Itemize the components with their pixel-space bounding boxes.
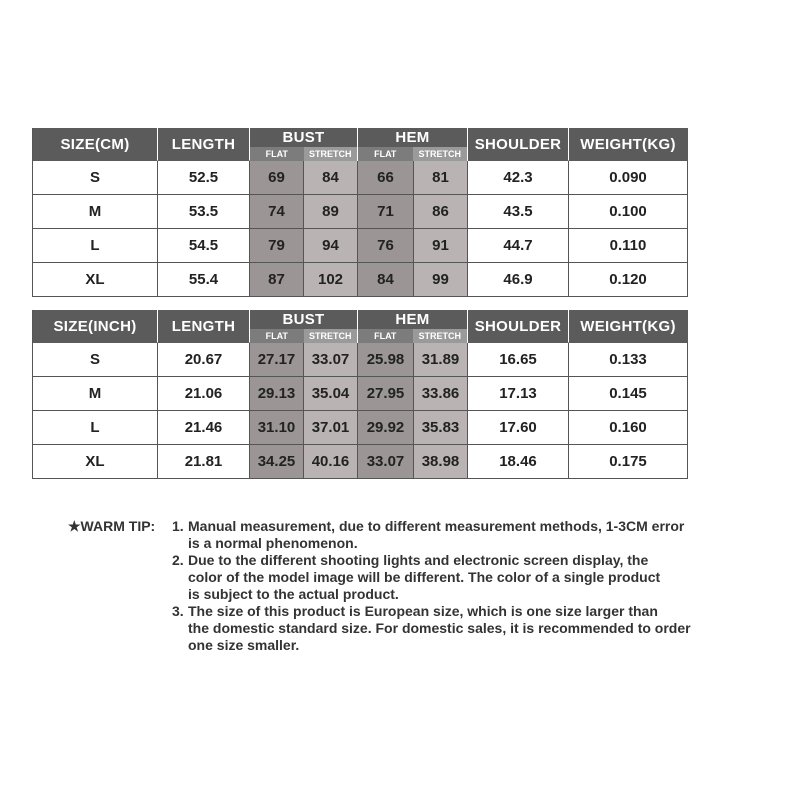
warm-tip-number: [172, 637, 188, 654]
header-weight: WEIGHT(KG): [569, 310, 688, 343]
warm-tip-line: [172, 569, 772, 586]
cell-bust-flat: 34.25: [250, 445, 304, 479]
cell-bust-stretch: 33.07: [304, 343, 358, 377]
cell-bust-stretch: 40.16: [304, 445, 358, 479]
header-bust-label: BUST: [282, 129, 325, 146]
header-hem-flat: FLAT: [358, 147, 413, 161]
warm-tip-number: [172, 535, 188, 552]
cell-bust-flat: 69: [250, 161, 304, 195]
cell-length: 21.06: [158, 377, 250, 411]
header-hem-stretch: STRETCH: [413, 329, 468, 343]
warm-tip-line: [172, 586, 772, 603]
header-bust-flat: FLAT: [250, 329, 304, 343]
header-hem: [358, 310, 468, 343]
header-weight: WEIGHT(KG): [569, 128, 688, 161]
cell-bust-stretch: 102: [304, 263, 358, 297]
cell-bust-stretch: 94: [304, 229, 358, 263]
cell-weight: 0.160: [569, 411, 688, 445]
cell-size: M: [32, 195, 158, 229]
warm-tip-text: is subject to the actual product.: [188, 586, 399, 602]
cell-length: 21.81: [158, 445, 250, 479]
warm-tip-text: one size smaller.: [188, 637, 300, 653]
cell-size: XL: [32, 263, 158, 297]
warm-tip-line: [172, 518, 772, 535]
cell-bust-stretch: 89: [304, 195, 358, 229]
warm-tip-number: [172, 620, 188, 637]
size-table-cm: [32, 128, 688, 297]
cell-bust-flat: 31.10: [250, 411, 304, 445]
warm-tip-number: 1.: [172, 518, 184, 534]
cell-hem-flat: 66: [358, 161, 414, 195]
warm-tip-number: 3.: [172, 603, 184, 619]
cell-bust-stretch: 37.01: [304, 411, 358, 445]
warm-tip-text: the domestic standard size. For domestic sales, it is recommended to order: [188, 620, 691, 636]
cell-bust-stretch: 35.04: [304, 377, 358, 411]
warm-tip-line: [172, 637, 772, 654]
cell-length: 55.4: [158, 263, 250, 297]
cell-length: 21.46: [158, 411, 250, 445]
cell-length: 54.5: [158, 229, 250, 263]
cell-weight: 0.175: [569, 445, 688, 479]
cell-length: 53.5: [158, 195, 250, 229]
cell-weight: 0.133: [569, 343, 688, 377]
cell-size: S: [32, 161, 158, 195]
cell-size: L: [32, 411, 158, 445]
cell-hem-flat: 27.95: [358, 377, 414, 411]
cell-shoulder: 44.7: [468, 229, 569, 263]
cell-hem-flat: 84: [358, 263, 414, 297]
header-bust: [250, 128, 358, 161]
header-length: LENGTH: [158, 310, 250, 343]
cell-hem-stretch: 38.98: [414, 445, 468, 479]
cell-hem-flat: 76: [358, 229, 414, 263]
warm-tip-number: [172, 586, 188, 603]
header-size: SIZE(INCH): [32, 310, 158, 343]
cell-bust-flat: 79: [250, 229, 304, 263]
cell-weight: 0.100: [569, 195, 688, 229]
cell-length: 20.67: [158, 343, 250, 377]
header-hem-label: HEM: [395, 311, 430, 328]
cell-weight: 0.145: [569, 377, 688, 411]
header-hem-flat: FLAT: [358, 329, 413, 343]
cell-size: L: [32, 229, 158, 263]
cell-hem-stretch: 81: [414, 161, 468, 195]
cell-shoulder: 16.65: [468, 343, 569, 377]
cell-weight: 0.090: [569, 161, 688, 195]
header-hem: [358, 128, 468, 161]
cell-hem-stretch: 35.83: [414, 411, 468, 445]
header-size: SIZE(CM): [32, 128, 158, 161]
cell-bust-flat: 27.17: [250, 343, 304, 377]
warm-tip-text: color of the model image will be different. The color of a single product: [188, 569, 661, 585]
cell-hem-stretch: 99: [414, 263, 468, 297]
warm-tip-text: is a normal phenomenon.: [188, 535, 358, 551]
warm-tip-line: [172, 535, 772, 552]
cell-weight: 0.110: [569, 229, 688, 263]
cell-bust-flat: 29.13: [250, 377, 304, 411]
header-bust: [250, 310, 358, 343]
cell-shoulder: 43.5: [468, 195, 569, 229]
header-length: LENGTH: [158, 128, 250, 161]
cell-shoulder: 18.46: [468, 445, 569, 479]
header-bust-flat: FLAT: [250, 147, 304, 161]
cell-hem-stretch: 86: [414, 195, 468, 229]
cell-shoulder: 42.3: [468, 161, 569, 195]
warm-tip-text: Manual measurement, due to different measurement methods, 1-3CM error: [188, 518, 685, 534]
warm-tip-number: 2.: [172, 552, 184, 568]
cell-shoulder: 46.9: [468, 263, 569, 297]
cell-shoulder: 17.13: [468, 377, 569, 411]
cell-shoulder: 17.60: [468, 411, 569, 445]
warm-tip-text: Due to the different shooting lights and electronic screen display, the: [188, 552, 649, 568]
header-bust-stretch: STRETCH: [304, 147, 358, 161]
cell-length: 52.5: [158, 161, 250, 195]
warm-tip-list: [172, 518, 772, 654]
cell-bust-flat: 87: [250, 263, 304, 297]
cell-hem-flat: 29.92: [358, 411, 414, 445]
cell-weight: 0.120: [569, 263, 688, 297]
cell-hem-flat: 25.98: [358, 343, 414, 377]
cell-hem-flat: 33.07: [358, 445, 414, 479]
warm-tip-line: [172, 552, 772, 569]
header-hem-label: HEM: [395, 129, 430, 146]
size-table-inch: [32, 310, 688, 479]
cell-size: M: [32, 377, 158, 411]
cell-hem-stretch: 91: [414, 229, 468, 263]
cell-size: XL: [32, 445, 158, 479]
warm-tip-label: ★WARM TIP:: [68, 518, 156, 534]
header-bust-stretch: STRETCH: [304, 329, 358, 343]
header-bust-label: BUST: [282, 311, 325, 328]
cell-hem-stretch: 33.86: [414, 377, 468, 411]
header-shoulder: SHOULDER: [468, 310, 569, 343]
warm-tip-line: [172, 603, 772, 620]
warm-tip-line: [172, 620, 772, 637]
header-hem-stretch: STRETCH: [413, 147, 468, 161]
warm-tip-number: [172, 569, 188, 586]
warm-tip-text: The size of this product is European size, which is one size larger than: [188, 603, 658, 619]
header-shoulder: SHOULDER: [468, 128, 569, 161]
cell-bust-stretch: 84: [304, 161, 358, 195]
cell-size: S: [32, 343, 158, 377]
cell-hem-flat: 71: [358, 195, 414, 229]
cell-bust-flat: 74: [250, 195, 304, 229]
cell-hem-stretch: 31.89: [414, 343, 468, 377]
